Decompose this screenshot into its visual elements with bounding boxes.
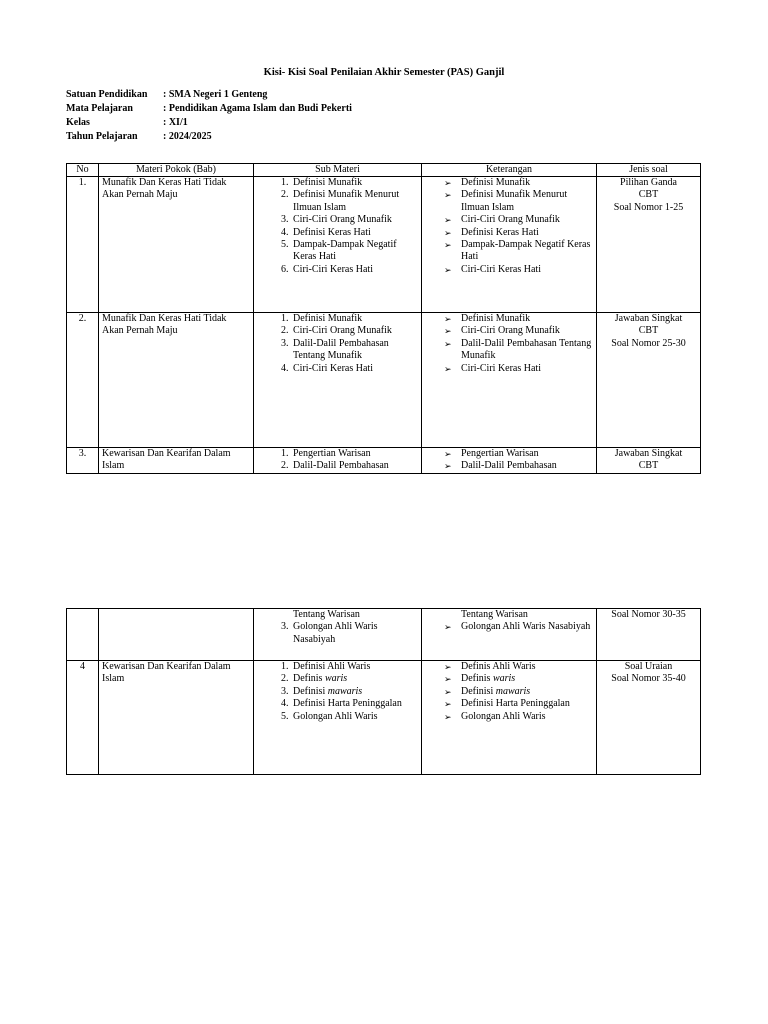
header-sub-materi: Sub Materi <box>254 164 422 177</box>
header-no: No <box>67 164 99 177</box>
list-item: 2. Definisi Munafik Menurut Ilmuan Islam <box>291 189 418 214</box>
list-item: ➢ Ciri-Ciri Keras Hati <box>425 264 593 276</box>
document-title: Kisi- Kisi Soal Penilaian Akhir Semester (PAS) Ganjil <box>263 67 505 78</box>
item-italic-term: mawaris <box>327 685 363 697</box>
meta-key: Kelas <box>66 117 90 128</box>
list-item <box>425 661 593 673</box>
keterangan-list <box>425 609 593 634</box>
list-item <box>291 711 418 723</box>
list-item: ➢ Definisi Munafik <box>425 177 593 189</box>
list-item-continued: Tentang Warisan <box>293 609 360 620</box>
list-item: ➢ Definisi Keras Hati <box>425 227 593 239</box>
list-item: ➢ Dampak-Dampak Negatif Keras Hati <box>425 239 593 264</box>
jenis-soal-cell <box>597 448 701 474</box>
list-item: ➢ Golongan Ahli Waris Nasabiyah <box>425 621 593 633</box>
table-row <box>67 313 701 448</box>
row-number: 2. <box>67 313 99 448</box>
header-jenis-soal: Jenis soal <box>597 164 701 177</box>
jenis-soal-line: Pilihan Ganda <box>620 177 677 188</box>
kisi-kisi-table <box>66 163 701 474</box>
list-item: ➢ Definisi Munafik Menurut Ilmuan Islam <box>425 189 593 214</box>
sub-materi-list <box>257 313 418 375</box>
item-text: Definis Ahli Waris <box>461 661 536 672</box>
list-item-continued: Tentang Warisan <box>461 609 528 620</box>
keterangan-list <box>425 448 593 473</box>
meta-row-mapel <box>66 103 352 117</box>
item-text: Definis <box>293 673 325 685</box>
table-row <box>67 661 701 775</box>
list-item: 2. Dalil-Dalil Pembahasan <box>291 460 418 472</box>
list-item <box>425 711 593 723</box>
jenis-soal-cell <box>597 609 701 661</box>
list-item <box>425 673 593 685</box>
item-text: Definisi Harta Peninggalan <box>293 698 402 710</box>
item-italic-term: mawaris <box>495 685 531 697</box>
sub-materi-list <box>257 448 418 473</box>
list-item <box>291 686 418 698</box>
list-item: ➢ Ciri-Ciri Orang Munafik <box>425 214 593 226</box>
table-row <box>67 177 701 313</box>
meta-value: : XI/1 <box>163 117 188 128</box>
table-row <box>67 448 701 474</box>
list-item: 3. Ciri-Ciri Orang Munafik <box>291 214 418 226</box>
materi-pokok <box>99 609 254 661</box>
item-text: Definisi Harta Peninggalan <box>461 698 570 710</box>
jenis-soal-line: CBT <box>638 189 659 201</box>
list-item: ➢ Ciri-Ciri Keras Hati <box>425 363 593 375</box>
jenis-soal-line: CBT <box>638 460 659 472</box>
sub-materi-list <box>257 177 418 276</box>
keterangan-cell <box>422 448 597 474</box>
item-italic-term: waris <box>492 673 516 685</box>
list-item: 3. Golongan Ahli Waris Nasabiyah <box>291 621 418 646</box>
jenis-soal-line: Jawaban Singkat <box>614 448 683 459</box>
jenis-soal-cell <box>597 177 701 313</box>
materi-pokok: Kewarisan Dan Kearifan Dalam Islam <box>99 448 254 474</box>
header-keterangan: Keterangan <box>422 164 597 177</box>
row-number: 4 <box>67 661 99 775</box>
jenis-soal-cell <box>597 661 701 775</box>
item-text: Golongan Ahli Waris <box>461 710 546 722</box>
table-header-row <box>67 164 701 177</box>
identity-block <box>66 89 352 145</box>
meta-row-kelas <box>66 117 352 131</box>
list-item: 4. Definisi Keras Hati <box>291 227 418 239</box>
list-item: 4. Ciri-Ciri Keras Hati <box>291 363 418 375</box>
sub-materi-cell <box>254 448 422 474</box>
list-item: ➢ Dalil-Dalil Pembahasan Tentang Munafik <box>425 338 593 363</box>
jenis-soal-line: Jawaban Singkat <box>614 313 683 324</box>
header-materi: Materi Pokok (Bab) <box>99 164 254 177</box>
meta-row-tahun <box>66 131 352 145</box>
meta-value: : Pendidikan Agama Islam dan Budi Pekerti <box>163 103 352 114</box>
item-italic-term: waris <box>324 673 348 685</box>
list-item: 1. Pengertian Warisan <box>291 448 418 460</box>
list-item: 2. Ciri-Ciri Orang Munafik <box>291 325 418 337</box>
jenis-soal-line: CBT <box>638 325 659 337</box>
list-item: ➢ Definisi Munafik <box>425 313 593 325</box>
keterangan-cell <box>422 177 597 313</box>
list-item: 1. Definisi Munafik <box>291 177 418 189</box>
meta-value: : 2024/2025 <box>163 131 212 142</box>
list-item: ➢ Ciri-Ciri Orang Munafik <box>425 325 593 337</box>
keterangan-cell <box>422 661 597 775</box>
list-item: 6. Ciri-Ciri Keras Hati <box>291 264 418 276</box>
list-item: ➢ Pengertian Warisan <box>425 448 593 460</box>
meta-row-satuan <box>66 89 352 103</box>
item-text: Definis <box>461 673 493 685</box>
list-item <box>291 698 418 710</box>
list-item <box>425 686 593 698</box>
keterangan-list <box>425 313 593 375</box>
sub-materi-cell <box>254 313 422 448</box>
kisi-kisi-table-continued <box>66 608 701 775</box>
jenis-soal-line: Soal Uraian <box>624 661 673 672</box>
sub-materi-cell <box>254 177 422 313</box>
jenis-soal-line: Soal Nomor 35-40 <box>611 673 686 685</box>
keterangan-list <box>425 661 593 723</box>
sub-materi-cell <box>254 609 422 661</box>
meta-key: Satuan Pendidikan <box>66 89 148 100</box>
list-item: 5. Dampak-Dampak Negatif Keras Hati <box>291 239 418 264</box>
sub-materi-cell <box>254 661 422 775</box>
item-text: Definisi Ahli Waris <box>293 661 371 672</box>
list-item <box>425 698 593 710</box>
jenis-soal-line: Soal Nomor 25-30 <box>611 337 686 349</box>
item-text: Definisi <box>293 685 328 697</box>
keterangan-cell <box>422 313 597 448</box>
list-item <box>291 661 418 673</box>
materi-pokok: Munafik Dan Keras Hati Tidak Akan Pernah Maju <box>99 313 254 448</box>
materi-pokok: Munafik Dan Keras Hati Tidak Akan Pernah Maju <box>99 177 254 313</box>
keterangan-list <box>425 177 593 276</box>
item-text: Golongan Ahli Waris <box>293 710 378 722</box>
meta-key: Mata Pelajaran <box>66 103 133 114</box>
list-item: ➢ Dalil-Dalil Pembahasan <box>425 460 593 472</box>
jenis-soal-line: Soal Nomor 1-25 <box>613 201 684 213</box>
keterangan-cell <box>422 609 597 661</box>
list-item: 1. Definisi Munafik <box>291 313 418 325</box>
sub-materi-list <box>257 661 418 723</box>
jenis-soal-line: Soal Nomor 30-35 <box>611 609 686 620</box>
row-number: 3. <box>67 448 99 474</box>
sub-materi-list <box>257 621 418 646</box>
row-number <box>67 609 99 661</box>
meta-key: Tahun Pelajaran <box>66 131 138 142</box>
jenis-soal-cell <box>597 313 701 448</box>
meta-value: : SMA Negeri 1 Genteng <box>163 89 268 100</box>
materi-pokok: Kewarisan Dan Kearifan Dalam Islam <box>99 661 254 775</box>
row-number: 1. <box>67 177 99 313</box>
table-row <box>67 609 701 661</box>
list-item: 3. Dalil-Dalil Pembahasan Tentang Munafik <box>291 338 418 363</box>
item-text: Definisi <box>461 685 496 697</box>
list-item <box>291 673 418 685</box>
